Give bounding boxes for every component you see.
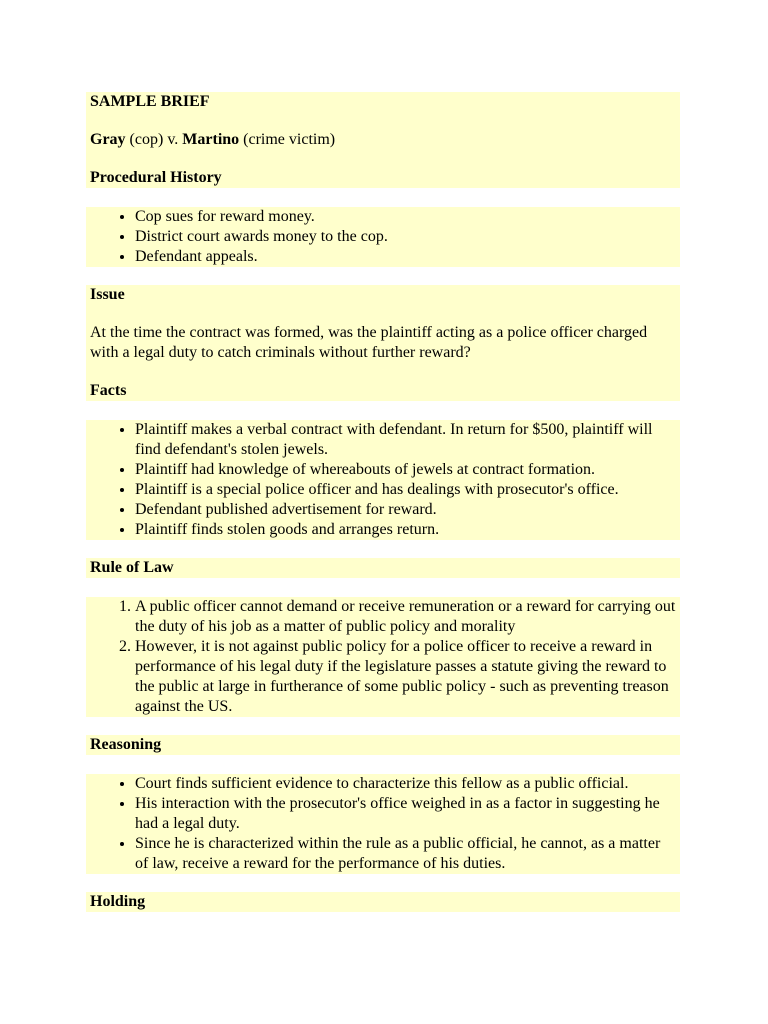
list-item: • Plaintiff had knowledge of whereabouts of jewels at contract formation.	[135, 460, 676, 480]
case-name	[86, 130, 680, 150]
list-item: • Plaintiff finds stolen goods and arranges return.	[135, 520, 676, 540]
list-item: • Since he is characterized within the rule as a public official, he cannot, as a matter of law, receive a reward for the performance of his duties.	[135, 834, 676, 874]
reasoning-heading: Reasoning	[86, 735, 680, 755]
list-item: • Plaintiff is a special police officer and has dealings with prosecutor's office.	[135, 480, 676, 500]
facts-list	[86, 420, 680, 540]
plaintiff-name: Gray	[90, 131, 126, 148]
brief-title: SAMPLE BRIEF	[86, 92, 680, 112]
list-item: • District court awards money to the cop.	[135, 227, 676, 247]
procedural-history-heading: Procedural History	[86, 168, 680, 188]
list-item: 1. A public officer cannot demand or receive remuneration or a reward for carrying out the duty of his job as a matter of public policy and morality	[135, 597, 676, 637]
title-spacer	[86, 112, 680, 130]
plaintiff-role: (cop)	[129, 131, 164, 148]
issue-spacer-2	[86, 363, 680, 381]
list-item: • His interaction with the prosecutor's office weighed in as a factor in suggesting he had a legal duty.	[135, 794, 676, 834]
issue-spacer	[86, 305, 680, 323]
list-item: • Cop sues for reward money.	[135, 207, 676, 227]
facts-heading: Facts	[86, 381, 680, 401]
issue-text: At the time the contract was formed, was the plaintiff acting as a police officer charged with a legal duty to catch criminals without further reward?	[86, 323, 680, 363]
list-item: • Court finds sufficient evidence to characterize this fellow as a public official.	[135, 774, 676, 794]
case-spacer	[86, 150, 680, 168]
issue-heading: Issue	[86, 285, 680, 305]
procedural-history-list	[86, 207, 680, 267]
list-item: • Plaintiff makes a verbal contract with defendant. In return for $500, plaintiff will find defendant's stolen jewels.	[135, 420, 676, 460]
defendant-role: (crime victim)	[243, 131, 336, 148]
rule-of-law-list	[86, 597, 680, 717]
reasoning-list	[86, 774, 680, 874]
list-item: • Defendant published advertisement for reward.	[135, 500, 676, 520]
rule-of-law-heading: Rule of Law	[86, 558, 680, 578]
brief-document	[86, 92, 680, 912]
versus: v.	[167, 131, 179, 148]
defendant-name: Martino	[182, 131, 240, 148]
list-item: 2. However, it is not against public policy for a police officer to receive a reward in performance of his legal duty if the legislature passes a statute giving the reward to the public at large in furtherance of some public policy - such as preventing treason against the US.	[135, 637, 676, 717]
list-item: • Defendant appeals.	[135, 247, 676, 267]
holding-heading: Holding	[86, 892, 680, 912]
